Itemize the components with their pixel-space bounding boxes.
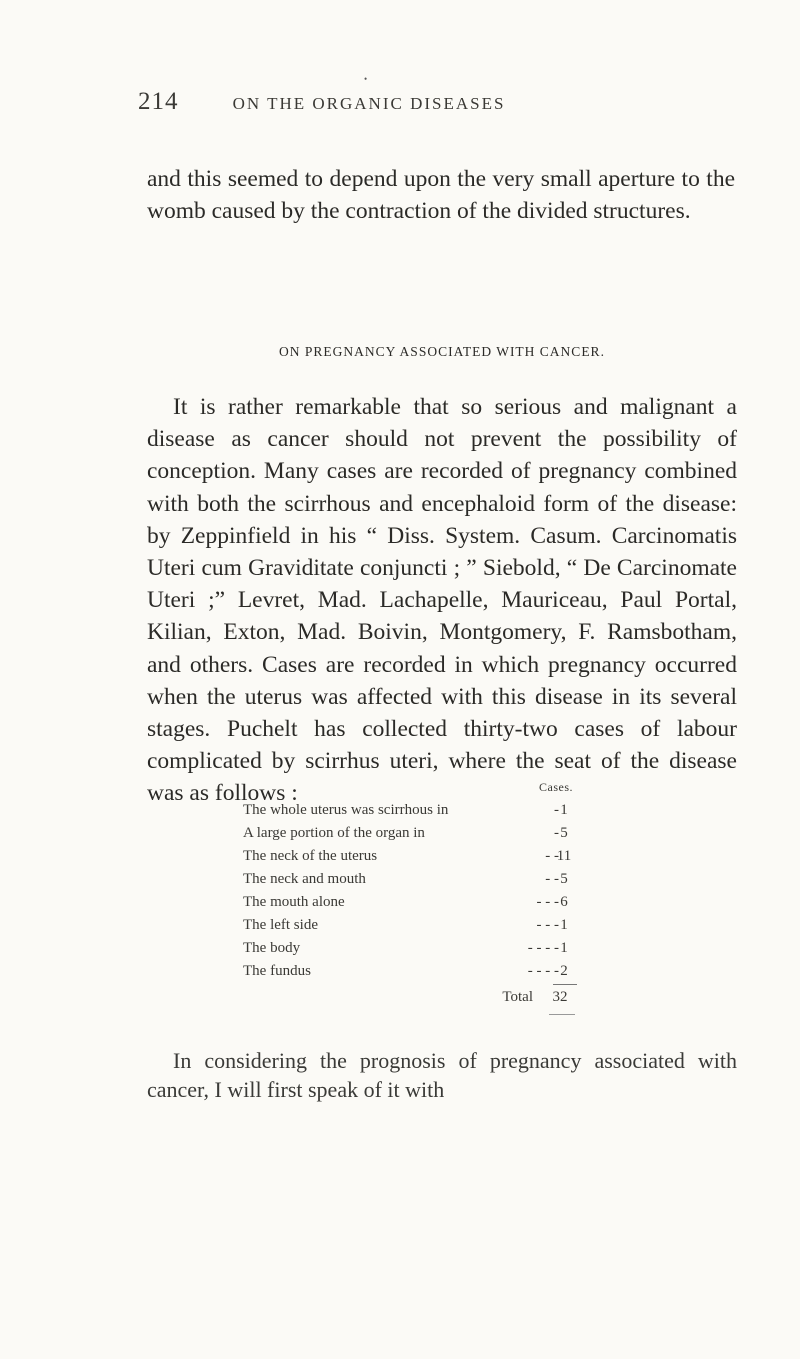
row-label: The fundus bbox=[243, 963, 311, 979]
intro-paragraph: and this seemed to depend upon the very small aperture to the womb caused by the contraction of the divided structures. bbox=[147, 166, 735, 225]
row-value: 2 bbox=[560, 963, 568, 979]
row-dashes: - - - - bbox=[527, 963, 559, 979]
row-dashes: - - bbox=[545, 848, 559, 864]
total-label: Total bbox=[502, 989, 533, 1005]
row-dashes: - - - - bbox=[527, 940, 559, 956]
row-label: A large portion of the organ in bbox=[243, 825, 425, 841]
table-row bbox=[243, 917, 593, 937]
row-value: 11 bbox=[556, 848, 572, 864]
row-label: The mouth alone bbox=[243, 894, 345, 910]
page-number: 214 bbox=[138, 88, 179, 115]
row-label: The neck of the uterus bbox=[243, 848, 378, 864]
closing-paragraph: In considering the prognosis of pregnancy associated with cancer, I will first speak of it with bbox=[147, 1048, 737, 1102]
row-dashes: - bbox=[554, 802, 559, 818]
running-head bbox=[138, 74, 600, 115]
table-row bbox=[243, 848, 593, 868]
row-label: The neck and mouth bbox=[243, 871, 366, 887]
table-row bbox=[243, 825, 593, 845]
table-row bbox=[243, 802, 593, 822]
row-label: The whole uterus was scirrhous in bbox=[243, 802, 449, 818]
row-value: 6 bbox=[560, 894, 568, 910]
table-row bbox=[243, 963, 593, 983]
row-value: 1 bbox=[560, 802, 568, 818]
total-value: 32 bbox=[552, 989, 568, 1005]
bullet-mark-icon: • bbox=[364, 74, 368, 84]
cases-column-header: Cases. bbox=[539, 780, 573, 794]
row-label: The left side bbox=[243, 917, 318, 933]
table-row bbox=[243, 894, 593, 914]
running-head-title: ON THE ORGANIC DISEASES bbox=[232, 94, 506, 113]
row-dashes: - bbox=[554, 825, 559, 841]
main-paragraph: It is rather remarkable that so serious and malignant a disease as cancer should not prevent the possibility of conception. Many cases are recorded of pregnancy combined with both the scirrhous and encephaloid form of the disease: by Zeppinfield in his “ Diss. System. Casum. Carcinomatis Uteri cum Graviditate conjuncti ; ” Siebold, “ De Carcinomate Uteri ;” Levret, Mad. Lachapelle, Mauriceau, Paul Portal, Kilian, Exton, Mad. Boivin, Montgomery, F. Ramsbotham, and others. Cases are recorded in which pregnancy occurred when the uterus was affected with this disease in its several stages. Puchelt has collected thirty-two cases of labour complicated by scirrhus uteri, where the seat of the disease was as follows : bbox=[147, 394, 737, 807]
bottom-rule bbox=[549, 1014, 575, 1015]
table-row bbox=[243, 871, 593, 891]
row-dashes: - - bbox=[545, 871, 559, 887]
row-label: The body bbox=[243, 940, 301, 956]
row-value: 1 bbox=[560, 917, 568, 933]
total-rule bbox=[553, 984, 577, 985]
total-row bbox=[243, 989, 593, 1011]
row-value: 5 bbox=[560, 825, 568, 841]
row-value: 1 bbox=[560, 940, 568, 956]
section-heading: ON PREGNANCY ASSOCIATED WITH CANCER. bbox=[279, 344, 605, 359]
row-dashes: - - - bbox=[536, 894, 559, 910]
row-dashes: - - - bbox=[536, 917, 559, 933]
row-value: 5 bbox=[560, 871, 568, 887]
table-row bbox=[243, 940, 593, 960]
